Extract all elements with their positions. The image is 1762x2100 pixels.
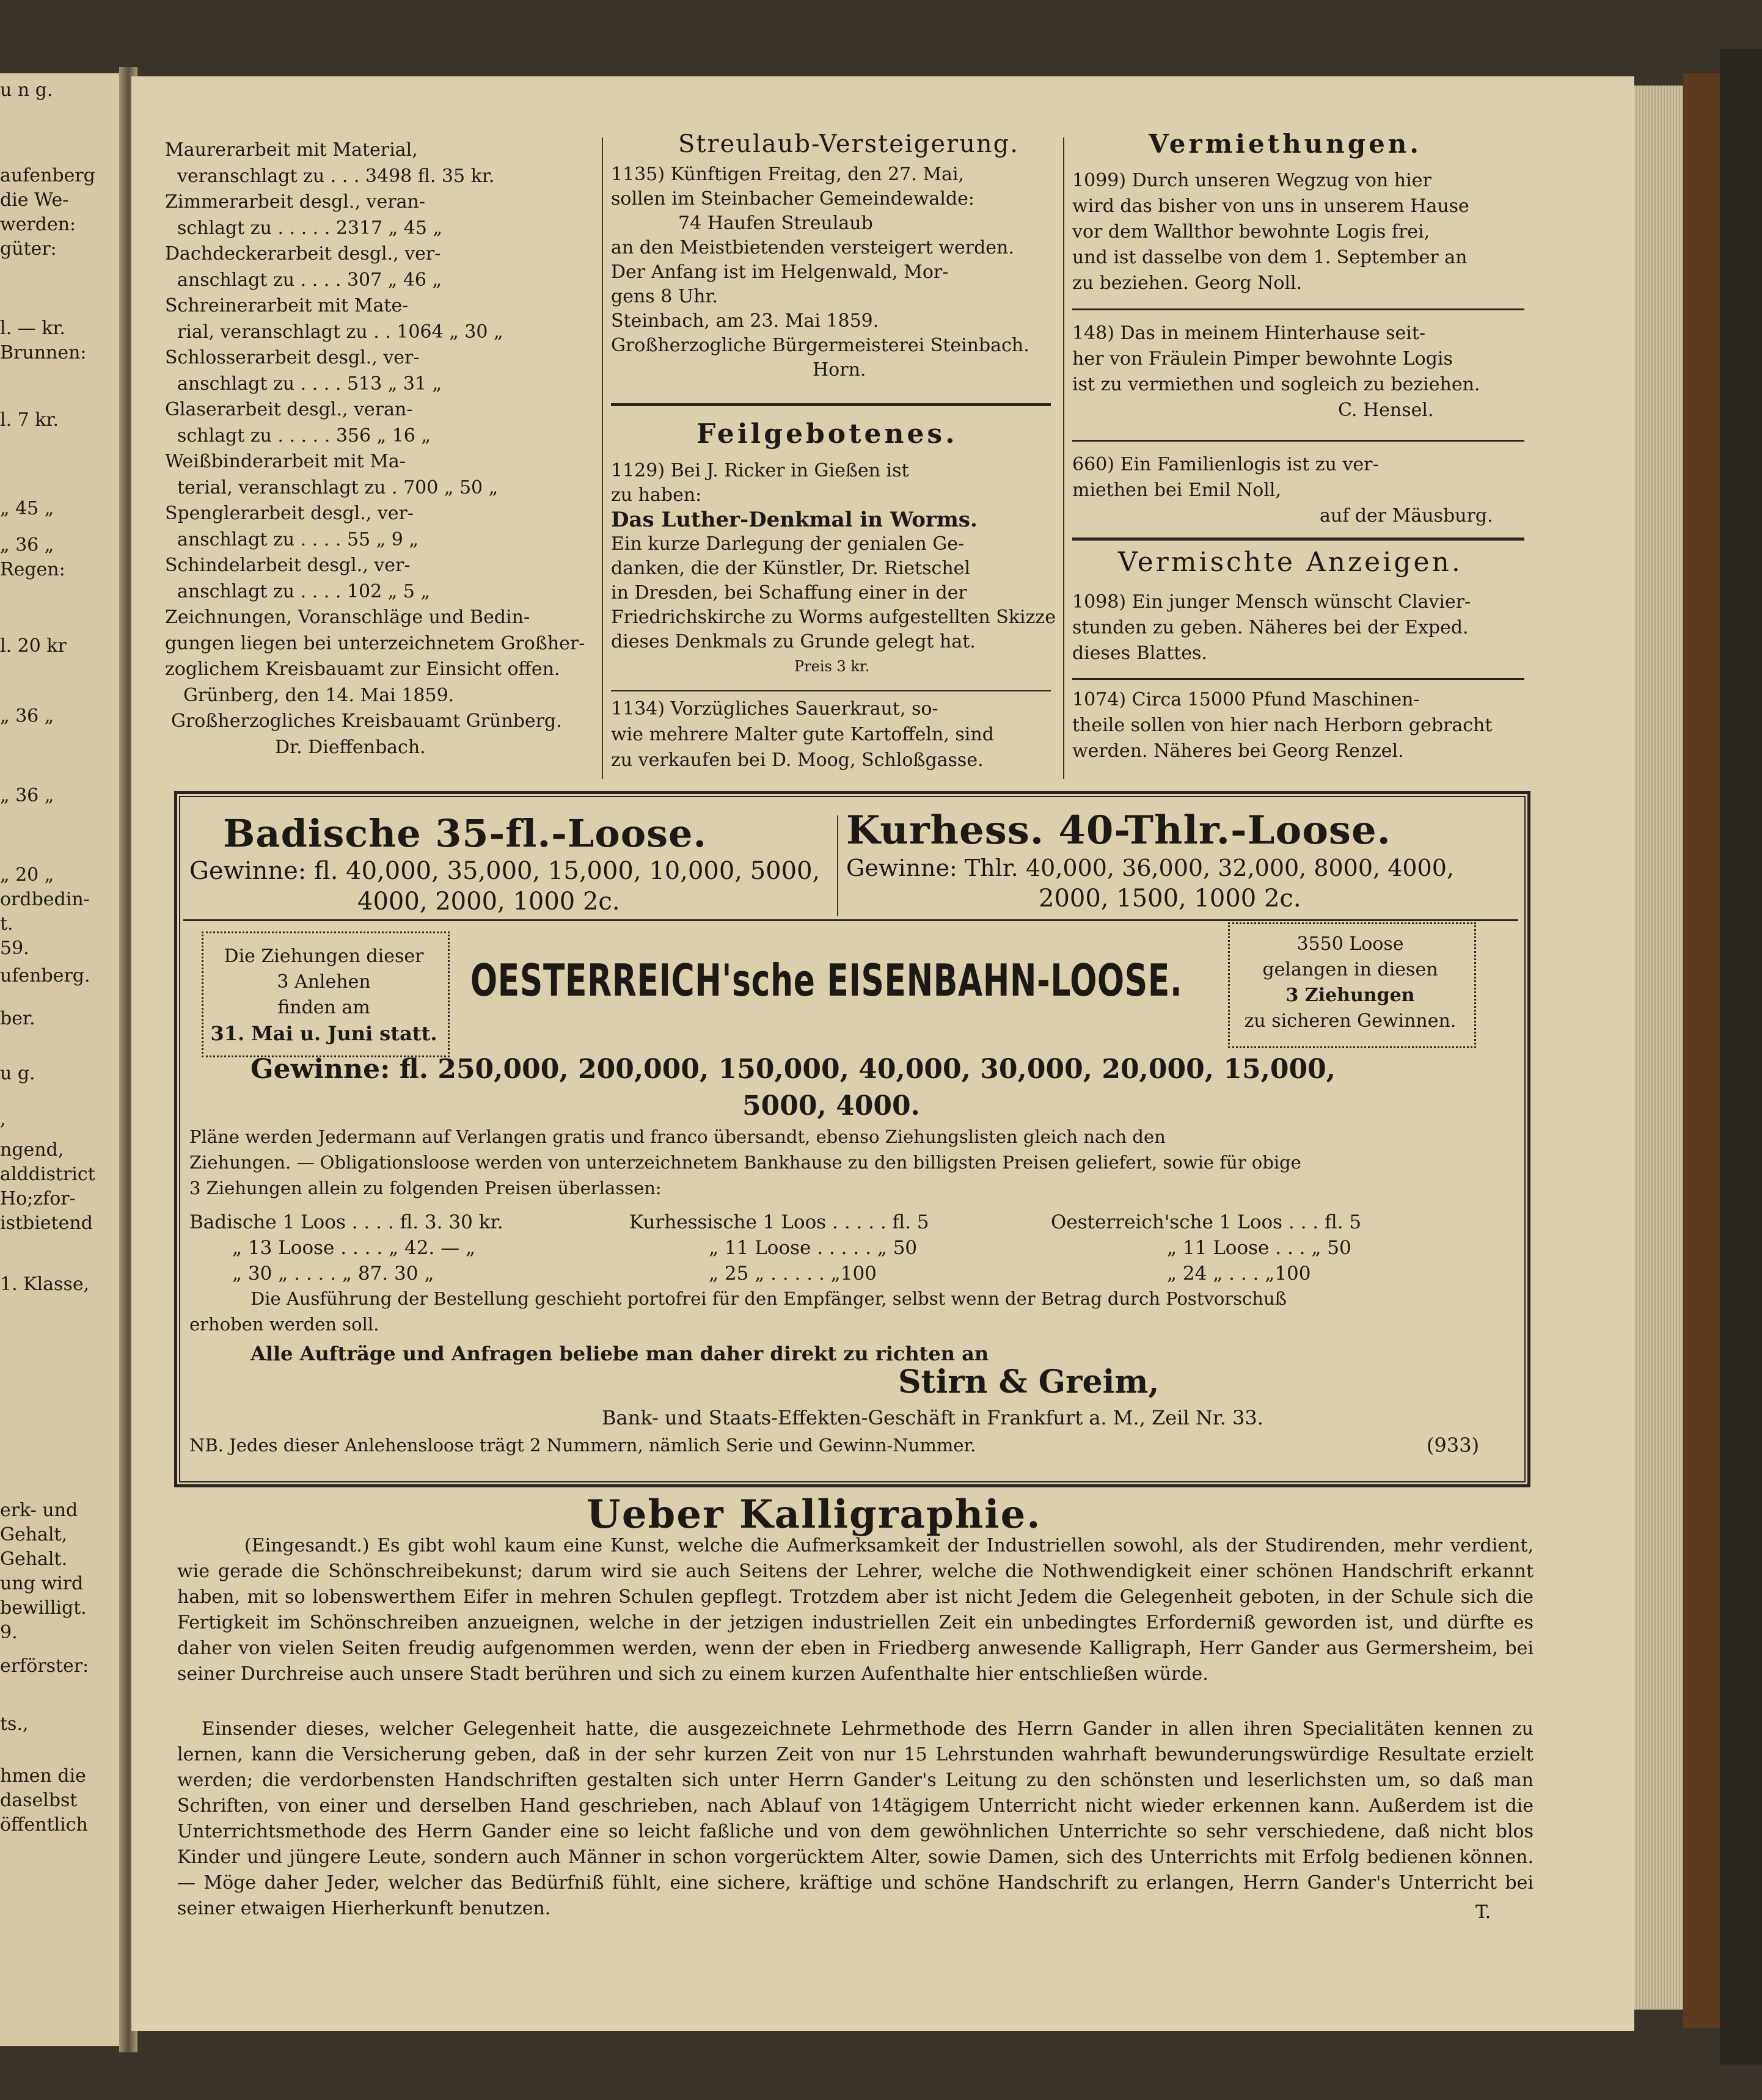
col3-line: her von Fräulein Pimper bewohnte Logis	[1072, 348, 1453, 370]
article-paragraph: (Eingesandt.) Es gibt wohl kaum eine Kunst, welche die Aufmerksamkeit der Industriellen sowohl, als der Studirenden, mehr verdient, wie gerade die Schönschreibekunst; darum wird sie auch Seitens der Lehrer, welche die Nothwendigkeit einer schönen Handschrift erkannt haben, mit so lobenswerthem Eifer in mehren Schulen gepflegt. Trotzdem aber ist nicht Jedem die Gelegenheit geboten, in der Schule sich die Fertigkeit im Schönschreiben anzueignen, welche in der jetzigen industriellen Zeit ein unbedingtes Erforderniß geworden ist, und dürfte es daher von vielen Seiten freudig aufgenommen werden, wenn der eben in Friedberg anwesende Kalligraph, Herr Gander aus Germersheim, bei seiner Durchreise auch unsere Stadt berühren und sich zu einem kurzen Aufenthalte hier entschließen würde.	[177, 1535, 1534, 1685]
left-page-line: die We-	[0, 189, 69, 211]
article-signature: T.	[1475, 1901, 1491, 1923]
vermiethungen-heading: Vermiethungen.	[1149, 129, 1422, 159]
ad-right-box-text: 3550 Loose	[1296, 933, 1404, 955]
col3-line: ist zu vermiethen und sogleich zu beziehen.	[1072, 374, 1480, 395]
kurhess-title: Kurhess. 40-Thlr.-Loose.	[846, 808, 1391, 853]
left-page-line: Brunnen:	[0, 342, 87, 363]
col2-line: Preis 3 kr.	[794, 658, 870, 675]
left-page-line: ufenberg.	[0, 965, 90, 986]
feilgebotenes-heading: Feilgebotenes.	[696, 418, 958, 450]
col3-line: miethen bei Emil Noll,	[1072, 479, 1281, 501]
col2-line: 1135) Künftigen Freitag, den 27. Mai,	[611, 164, 965, 185]
left-page-line: Gehalt,	[0, 1524, 68, 1545]
left-page-line: 59.	[0, 938, 29, 959]
col1-line: veranschlagt zu . . . 3498 fl. 35 kr.	[177, 165, 495, 187]
oest-gewinne: 5000, 4000.	[742, 1090, 920, 1121]
price-line: „ 11 Loose . . . . . „ 50	[709, 1237, 918, 1259]
col1-line: gungen liegen bei unterzeichnetem Großher-	[165, 632, 585, 654]
col1-line: schlagt zu . . . . . 2317 „ 45 „	[177, 217, 443, 239]
left-page-line: bewilligt.	[0, 1597, 87, 1619]
ad-body-line: Pläne werden Jedermann auf Verlangen gratis und franco übersandt, ebenso Ziehungslisten gleich nach den	[189, 1126, 1166, 1147]
column-rule	[1063, 137, 1064, 779]
price-line: „ 30 „ . . . . „ 87. 30 „	[232, 1263, 434, 1285]
kurhess-gewinne: 2000, 1500, 1000 2c.	[1039, 884, 1301, 913]
col2-line: Das Luther-Denkmal in Worms.	[611, 508, 978, 532]
left-page-line: Regen:	[0, 559, 65, 580]
nb-line: NB. Jedes dieser Anlehensloose trägt 2 Nummern, nämlich Serie und Gewinn-Nummer.	[189, 1435, 976, 1456]
section-rule	[611, 403, 1051, 406]
book-spine	[1720, 49, 1762, 2065]
ad-body-line: 3 Ziehungen allein zu folgenden Preisen überlassen:	[189, 1178, 662, 1198]
ad-right-box-text: gelangen in diesen	[1262, 959, 1438, 980]
col2-line: 1129) Bei J. Ricker in Gießen ist	[611, 460, 909, 481]
col2-line: sollen im Steinbacher Gemeindewalde:	[611, 188, 974, 210]
col1-line: Dachdeckerarbeit desgl., ver-	[165, 243, 441, 264]
col1-line: schlagt zu . . . . . 356 „ 16 „	[177, 425, 431, 447]
left-page-line: u n g.	[0, 79, 53, 101]
col1-line: terial, veranschlagt zu . 700 „ 50 „	[177, 476, 499, 498]
vermischte-heading: Vermischte Anzeigen.	[1118, 547, 1463, 578]
col1-line: anschlagt zu . . . . 513 „ 31 „	[177, 373, 442, 395]
ad-left-box-text: 31. Mai u. Juni statt.	[210, 1022, 437, 1045]
ad-right-box-text: zu sicheren Gewinnen.	[1244, 1010, 1457, 1032]
col3-line: 1074) Circa 15000 Pfund Maschinen-	[1072, 689, 1420, 710]
article-title: Ueber Kalligraphie.	[587, 1492, 1042, 1537]
ad-number: (933)	[1427, 1434, 1480, 1457]
left-page-line: istbietend	[0, 1212, 93, 1234]
price-line: Badische 1 Loos . . . . fl. 3. 30 kr.	[189, 1211, 503, 1233]
ad-left-box-text: Die Ziehungen dieser	[224, 946, 424, 967]
left-page-line: ts.,	[0, 1713, 29, 1735]
page-edges	[1634, 86, 1683, 2010]
left-page-line: t.	[0, 913, 13, 935]
ad-body-line: Die Ausführung der Bestellung geschieht portofrei für den Empfänger, selbst wenn der Betrag durch Postvorschuß	[250, 1288, 1287, 1309]
oesterreich-title: OESTERREICH'sche EISENBAHN-LOOSE.	[470, 955, 1183, 1006]
left-page-line: ,	[0, 1109, 6, 1130]
col1-line: Schreinerarbeit mit Mate-	[165, 295, 409, 316]
col2-line: in Dresden, bei Schaffung einer in der	[611, 582, 967, 603]
col1-line: Maurerarbeit mit Material,	[165, 139, 418, 161]
col1-line: anschlagt zu . . . . 102 „ 5 „	[177, 580, 430, 602]
col3-line: C. Hensel.	[1338, 399, 1434, 421]
price-line: Oesterreich'sche 1 Loos . . . fl. 5	[1051, 1211, 1362, 1233]
ad-rule	[183, 919, 1518, 921]
left-page-line: alddistrict	[0, 1164, 95, 1185]
streulaub-heading: Streulaub-Versteigerung.	[678, 130, 1019, 158]
left-page-line: l. — kr.	[0, 318, 65, 339]
badische-gewinne: 4000, 2000, 1000 2c.	[357, 888, 620, 916]
left-page-line: l. 7 kr.	[0, 409, 59, 431]
col1-line: anschlagt zu . . . . 55 „ 9 „	[177, 528, 419, 550]
section-rule	[1072, 538, 1524, 541]
col2-line: Der Anfang ist im Helgenwald, Mor-	[611, 261, 949, 283]
kurhess-gewinne: Gewinne: Thlr. 40,000, 36,000, 32,000, 8000, 4000,	[846, 855, 1454, 881]
left-page-line: Gehalt.	[0, 1548, 68, 1570]
left-page-line: öffentlich	[0, 1814, 88, 1836]
col3-line: auf der Mäusburg.	[1320, 505, 1493, 527]
ad-left-box-text: finden am	[277, 997, 370, 1018]
firm-address: Bank- und Staats-Effekten-Geschäft in Frankfurt a. M., Zeil Nr. 33.	[602, 1406, 1263, 1429]
col3-line: 1098) Ein junger Mensch wünscht Clavier-	[1072, 591, 1471, 613]
article-paragraph: Einsender dieses, welcher Gelegenheit hatte, die ausgezeichnete Lehrmethode des Herrn Gander in allen ihren Specialitäten kennen zu lernen, kann die Versicherung geben, daß in der sehr kurzen Zeit von nur 15 Lehrstunden wahrhaft bewunderungswürdige Resultate erzielt werden; die verdorbensten Handschriften gestalten sich unter Herrn Gander's Leitung zu den schönsten und leserlichsten um, so daß man Schriften, von einer und derselben Hand geschrieben, nach Ablauf von 14tägigem Unterricht nicht wieder erkennen kann. Außerdem ist die Unterrichtsmethode des Herrn Gander eine so leicht faßliche und von dem gewöhnlichen Unterrichte so sehr verschiedene, daß nicht blos Kinder und jüngere Leute, sondern auch Männer in schon vorgerücktem Alter, sowie Damen, sich des Unterrichts mit Erfolg bedienen können. — Möge daher Jeder, welcher das Bedürfniß fühlt, eine sichere, kräftige und schöne Handschrift zu erlangen, Herrn Gander's Unterricht bei seiner etwaigen Hierherkunft benutzen.	[177, 1718, 1534, 1919]
left-page-line: „ 45 „	[0, 498, 54, 519]
col2-line: gens 8 Uhr.	[611, 286, 718, 307]
left-page-line: güter:	[0, 238, 57, 260]
col2-line: Horn.	[813, 359, 866, 381]
left-page-line: ber.	[0, 1008, 35, 1029]
col2-line: Friedrichskirche zu Worms aufgestellten Skizze	[611, 607, 1056, 628]
col2-line: Großherzogliche Bürgermeisterei Steinbach.	[611, 335, 1029, 356]
col2-line: danken, die der Künstler, Dr. Rietschel	[611, 558, 971, 579]
left-page-line: „ 36 „	[0, 785, 54, 806]
col1-line: Spenglerarbeit desgl., ver-	[165, 503, 414, 524]
col1-line: Zeichnungen, Voranschläge und Bedin-	[165, 607, 530, 628]
col3-line: stunden zu geben. Näheres bei der Exped.	[1072, 617, 1469, 638]
col2-line: an den Meistbietenden versteigert werden.	[611, 237, 1014, 258]
ad-right-box-text: 3 Ziehungen	[1285, 985, 1415, 1006]
col1-line: Schlosserarbeit desgl., ver-	[165, 347, 420, 368]
badische-gewinne: Gewinne: fl. 40,000, 35,000, 15,000, 10,000, 5000,	[189, 857, 821, 885]
col3-line: 1099) Durch unseren Wegzug von hier	[1072, 170, 1431, 191]
col3-line: wird das bisher von uns in unserem Hause	[1072, 195, 1469, 217]
col1-line: Schindelarbeit desgl., ver-	[165, 555, 411, 576]
left-page-line: u g.	[0, 1063, 35, 1084]
col2-line: 74 Haufen Streulaub	[678, 213, 873, 234]
left-page-line: werden:	[0, 214, 76, 235]
col2-line: wie mehrere Malter gute Kartoffeln, sind	[611, 724, 994, 745]
left-page-line: ung wird	[0, 1573, 84, 1594]
price-line: „ 13 Loose . . . . „ 42. — „	[232, 1237, 476, 1259]
left-page-line: „ 20 „	[0, 864, 54, 886]
col1-line: zoglichem Kreisbauamt zur Einsicht offen.	[165, 658, 560, 680]
section-rule	[1072, 308, 1524, 310]
col1-line: rial, veranschlagt zu . . 1064 „ 30 „	[177, 321, 503, 343]
left-page-line: 1. Klasse,	[0, 1274, 90, 1295]
section-rule	[611, 690, 1051, 691]
ad-left-box-text: 3 Anlehen	[277, 971, 371, 993]
col3-line: zu beziehen. Georg Noll.	[1072, 272, 1303, 294]
left-page-line: 9.	[0, 1622, 18, 1643]
left-page-line: „ 36 „	[0, 705, 54, 727]
col1-line: Glaserarbeit desgl., veran-	[165, 399, 413, 420]
col1-line: Dr. Dieffenbach.	[275, 736, 426, 758]
book-cover-edge	[1683, 73, 1720, 2028]
left-page-line: ngend,	[0, 1139, 64, 1161]
col1-line: Grünberg, den 14. Mai 1859.	[183, 684, 455, 706]
left-page-line: l. 20 kr	[0, 635, 67, 657]
col1-line: Weißbinderarbeit mit Ma-	[165, 451, 406, 472]
left-page-line: aufenberg	[0, 165, 95, 186]
col3-line: dieses Blattes.	[1072, 643, 1207, 664]
firm-name: Stirn & Greim,	[898, 1363, 1160, 1401]
col2-line: zu haben:	[611, 484, 702, 506]
left-page-line: erförster:	[0, 1655, 89, 1677]
price-line: „ 11 Loose . . . „ 50	[1167, 1237, 1351, 1259]
ad-body-line: Ziehungen. — Obligationsloose werden von unterzeichnetem Bankhause zu den billigsten Preisen geliefert, sowie für obige	[189, 1152, 1301, 1173]
left-page-line: „ 36 „	[0, 534, 54, 556]
col3-line: theile sollen von hier nach Herborn gebracht	[1072, 715, 1493, 736]
col2-line: zu verkaufen bei D. Moog, Schloßgasse.	[611, 749, 984, 771]
ad-body-line: erhoben werden soll.	[189, 1314, 379, 1335]
left-page-line: erk- und	[0, 1500, 78, 1521]
col3-line: 148) Das in meinem Hinterhause seit-	[1072, 323, 1426, 344]
section-rule	[1072, 440, 1524, 442]
left-page-line: Ho;zfor-	[0, 1188, 76, 1209]
price-line: „ 25 „ . . . . . „100	[709, 1263, 877, 1285]
col3-line: vor dem Wallthor bewohnte Logis frei,	[1072, 221, 1430, 242]
col2-line: Ein kurze Darlegung der genialen Ge-	[611, 533, 965, 555]
oest-gewinne: Gewinne: fl. 250,000, 200,000, 150,000, 40,000, 30,000, 20,000, 15,000,	[250, 1054, 1336, 1085]
section-rule	[1072, 678, 1524, 680]
auftraege-line: Alle Aufträge und Anfragen beliebe man daher direkt zu richten an	[250, 1342, 989, 1365]
col1-line: anschlagt zu . . . . 307 „ 46 „	[177, 269, 442, 291]
price-line: „ 24 „ . . . „100	[1167, 1263, 1311, 1285]
col1-line: Großherzogliches Kreisbauamt Grünberg.	[171, 710, 562, 732]
left-page-line: daselbst	[0, 1790, 78, 1811]
ad-divider	[837, 815, 838, 916]
badische-title: Badische 35-fl.-Loose.	[223, 811, 707, 856]
column-rule	[602, 137, 603, 779]
left-page-line: ordbedin-	[0, 889, 90, 910]
col1-line: Zimmerarbeit desgl., veran-	[165, 191, 425, 213]
col3-line: 660) Ein Familienlogis ist zu ver-	[1072, 454, 1379, 475]
col3-line: und ist dasselbe von dem 1. September an	[1072, 247, 1468, 268]
col3-line: werden. Näheres bei Georg Renzel.	[1072, 740, 1404, 762]
col2-line: 1134) Vorzügliches Sauerkraut, so-	[611, 698, 938, 720]
price-line: Kurhessische 1 Loos . . . . . fl. 5	[629, 1211, 929, 1233]
left-page	[0, 73, 125, 2046]
left-page-line: hmen die	[0, 1765, 86, 1787]
col2-line: dieses Denkmals zu Grunde gelegt hat.	[611, 631, 976, 652]
col2-line: Steinbach, am 23. Mai 1859.	[611, 310, 879, 332]
